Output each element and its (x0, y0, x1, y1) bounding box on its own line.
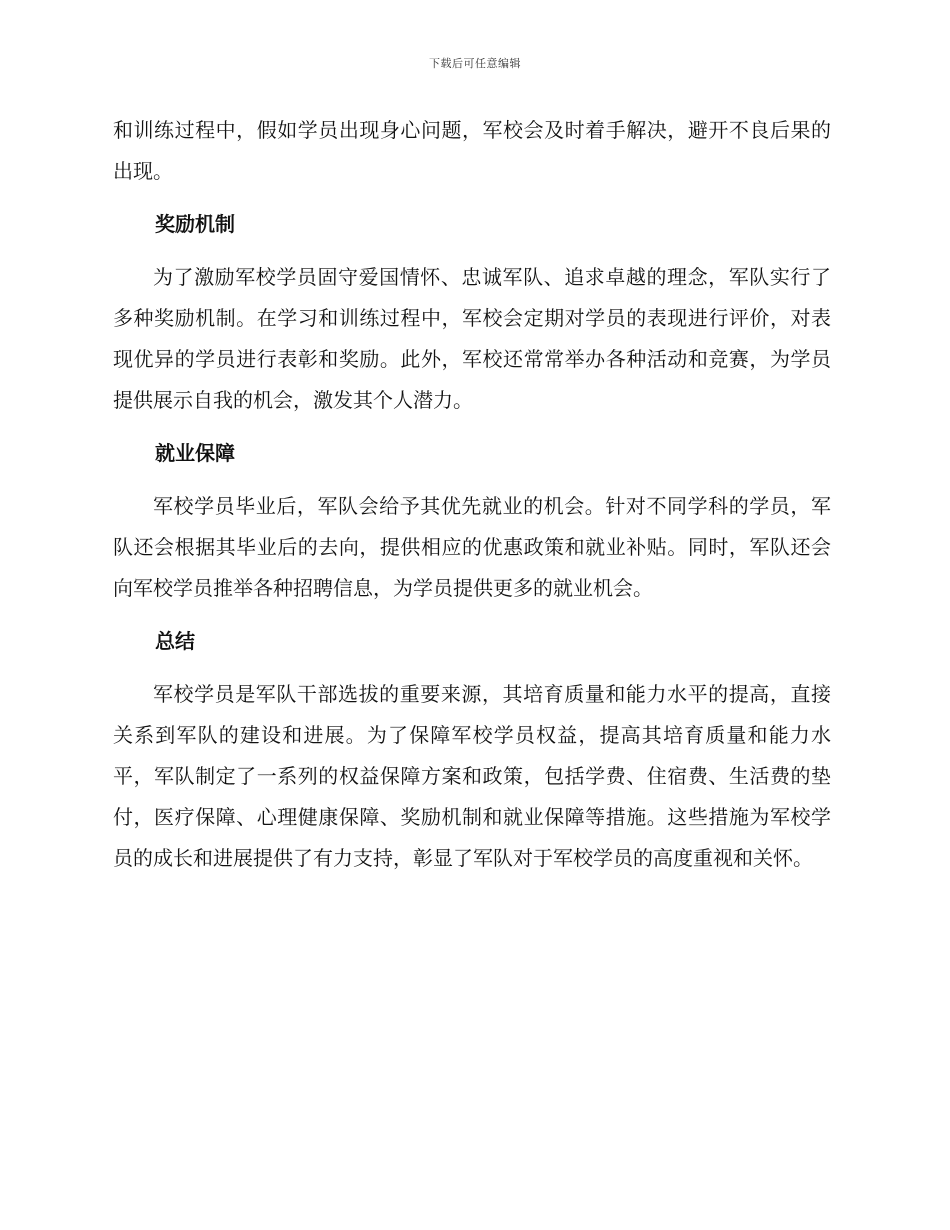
section-heading-rewards: 奖励机制 (155, 212, 235, 236)
document-body (113, 110, 831, 879)
page-header: 下载后可任意编辑 (429, 57, 521, 70)
section-paragraph-rewards: 为了激励军校学员固守爱国情怀、忠诚军队、追求卓越的理念，军队实行了多种奖励机制。在学习和训练过程中，军校会定期对学员的表现进行评价，对表现优异的学员进行表彰和奖励。此外，军校还常常举办各种活动和竞赛，为学员提供展示自我的机会，激发其个人潜力。 (113, 265, 831, 412)
section-heading-summary: 总结 (155, 629, 195, 653)
intro-paragraph: 和训练过程中，假如学员出现身心问题，军校会及时着手解决，避开不良后果的出现。 (113, 118, 831, 183)
section-paragraph-summary: 军校学员是军队干部选拔的重要来源，其培育质量和能力水平的提高，直接关系到军队的建设和进展。为了保障军校学员权益，提高其培育质量和能力水平，军队制定了一系列的权益保障方案和政策，包括学费、住宿费、生活费的垫付，医疗保障、心理健康保障、奖励机制和就业保障等措施。这些措施为军校学员的成长和进展提供了有力支持，彰显了军队对于军校学员的高度重视和关怀。 (113, 682, 831, 870)
section-heading-employment: 就业保障 (155, 441, 235, 465)
section-paragraph-employment: 军校学员毕业后，军队会给予其优先就业的机会。针对不同学科的学员，军队还会根据其毕业后的去向，提供相应的优惠政策和就业补贴。同时，军队还会向军校学员推举各种招聘信息，为学员提供更多的就业机会。 (113, 494, 831, 600)
